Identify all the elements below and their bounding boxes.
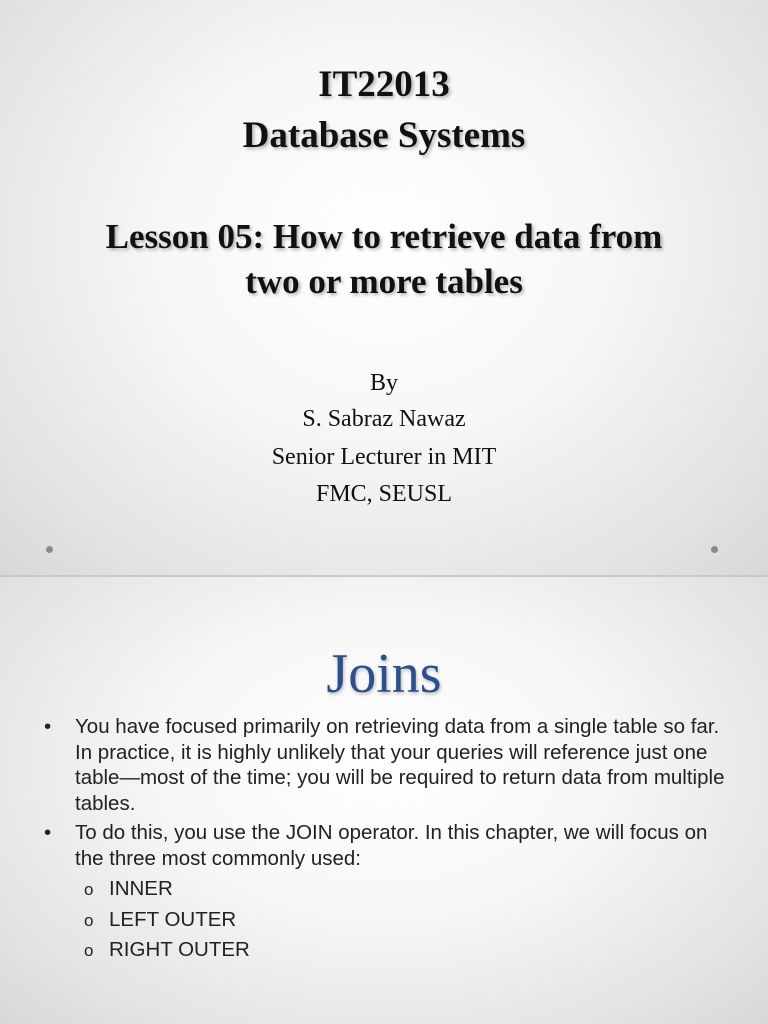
circle-bullet-icon: o [84, 910, 94, 930]
bullet-list [44, 714, 734, 963]
author-organization: FMC, SEUSL [315, 481, 453, 507]
author-title: Senior Lecturer in MIT [271, 444, 497, 470]
course-code: IT22013 [318, 64, 450, 105]
bullet-icon: • [44, 715, 52, 738]
joins-slide [0, 577, 768, 1024]
by-label: By [369, 370, 398, 396]
sub-bullet-item [44, 876, 734, 902]
sub-bullet-item [44, 937, 734, 963]
sub-bullet-text: RIGHT OUTER [109, 938, 250, 961]
bullet-item [44, 820, 734, 871]
course-name: Database Systems [242, 115, 526, 156]
decorative-dot-right [711, 546, 718, 553]
bullet-text: You have focused primarily on retrieving data from a single table so far. In practice, it is highly unlikely that your queries will reference just one table—most of the time; you will be required to return data from multiple tables. [75, 715, 725, 815]
bullet-item [44, 714, 734, 816]
bullet-icon: • [44, 821, 52, 844]
circle-bullet-icon: o [84, 880, 94, 899]
circle-bullet-icon: o [84, 941, 94, 960]
lesson-title-line-1: Lesson 05: How to retrieve data from [105, 217, 663, 256]
lesson-title [0, 214, 768, 304]
bullet-text: To do this, you use the JOIN operator. In this chapter, we will focus on the three most commonly used: [75, 821, 708, 870]
slide-title: Joins [326, 643, 442, 705]
sub-bullet-item [44, 907, 734, 933]
decorative-dot-left [46, 546, 53, 553]
lesson-title-line-2: two or more tables [245, 262, 523, 301]
sub-bullet-text: LEFT OUTER [109, 907, 237, 931]
author-name: S. Sabraz Nawaz [302, 406, 466, 432]
sub-bullet-text: INNER [109, 877, 173, 900]
